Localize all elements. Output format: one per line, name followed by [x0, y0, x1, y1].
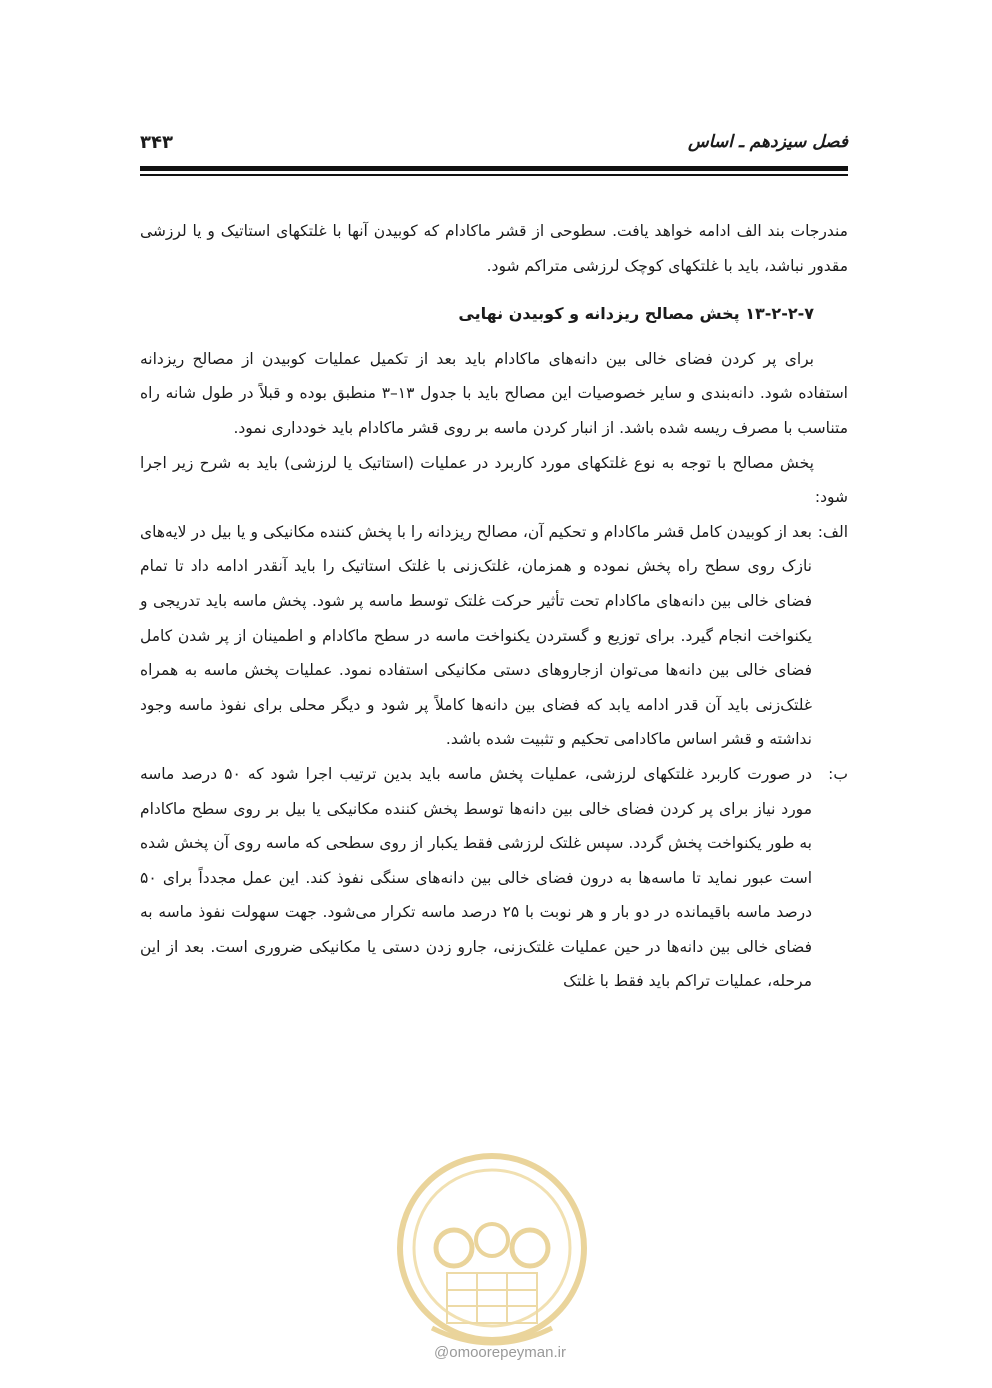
header-rule-thick: [140, 166, 848, 171]
watermark-url: @omoorepeyman.ir: [434, 1344, 566, 1361]
intro-paragraph: مندرجات بند الف ادامه خواهد یافت. سطوحی از قشر ماکادام که کوبیدن آنها با غلتکهای استاتیک و یا لرزشی مقدور نباشد، باید با غلتکهای کوچک لرزشی متراکم شود.: [140, 222, 848, 275]
header-rule-thin: [140, 174, 848, 176]
chapter-title: فصل سیزدهم ـ اساس: [688, 132, 848, 152]
list-item-text: در صورت کاربرد غلتکهای لرزشی، عملیات پخش ماسه باید بدین ترتیب اجرا شود که ۵۰ درصد ماسه مورد نیاز برای پر کردن فضای خالی بین دانه‌ها توسط پخش کننده مکانیکی یا بیل بر روی سطح ماکادام به طور یکنواخت پخش گردد. سپس غلتک لرزشی فقط یکبار از روی سطحی که ماسه روی آن پخش شده است عبور نماید تا ماسه‌ها به درون فضای خالی بین دانه‌های سنگی نفوذ کند. این عمل مجدداً برای ۵۰ درصد ماسه باقیمانده در دو بار و هر نوبت با ۲۵ درصد ماسه تکرار می‌شود. جهت سهولت نفوذ ماسه به فضای خالی بین دانه‌ها در حین عملیات غلتک‌زنی، جارو زدن دستی یا مکانیکی ضروری است. بعد از این مرحله، عملیات تراکم باید فقط با غلتک: [140, 764, 813, 991]
list-item-a: [140, 515, 848, 757]
paragraph-1: برای پر کردن فضای خالی بین دانه‌های ماکادام باید بعد از تکمیل عملیات کوبیدن از مصالح ریزدانه استفاده شود. دانه‌بندی و سایر خصوصیات این مصالح باید با جدول ۱۳–۳ منطبق بوده و قبلاً در طول شانه راه متناسب با مصرف ریسه شده باشد. از انبار کردن ماسه بر روی قشر ماکادام باید خودداری نمود.: [140, 349, 848, 437]
list-item-marker: الف:: [817, 522, 848, 541]
page-header: [140, 128, 848, 162]
list-item-text: بعد از کوبیدن کامل قشر ماکادام و تحکیم آن، مصالح ریزدانه را با پخش کننده مکانیکی و یا بیل در لایه‌های نازک روی سطح راه پخش نموده و همزمان، غلتک‌زنی با غلتک استاتیک را باید آنقدر ادامه داد تا تمام فضای خالی بین دانه‌های ماکادام تحت تأثیر حرکت غلتک توسط ماسه پر شود. پخش ماسه باید تدریجی و یکنواخت انجام گیرد. برای توزیع و گستردن یکنواخت ماسه در سطح ماکادام و اطمینان از پر شدن کامل فضای خالی بین دانه‌ها می‌توان ازجاروهای دستی مکانیکی استفاده نمود. عملیات پخش ماسه به همراه غلتک‌زنی باید آن قدر ادامه یابد که فضای بین دانه‌ها کاملاً پر شود و دیگر محلی برای نفوذ ماسه وجود نداشته و قشر اساس ماکادامی تحکیم و تثبیت شده باشد.: [140, 522, 812, 749]
page-number: ۳۴۳: [140, 132, 173, 153]
section-heading: ۱۳-۲-۲-۷ پخش مصالح ریزدانه و کوبیدن نهایی: [458, 304, 814, 324]
list-item-marker: ب:: [828, 764, 848, 783]
paragraph-2: پخش مصالح با توجه به نوع غلتکهای مورد کاربرد در عملیات (استاتیک یا لرزشی) باید به شرح زیر اجرا شود:: [140, 453, 848, 507]
page-body: [140, 214, 848, 999]
list-item-b: [140, 757, 848, 999]
watermark-seal-icon: [392, 1148, 592, 1358]
